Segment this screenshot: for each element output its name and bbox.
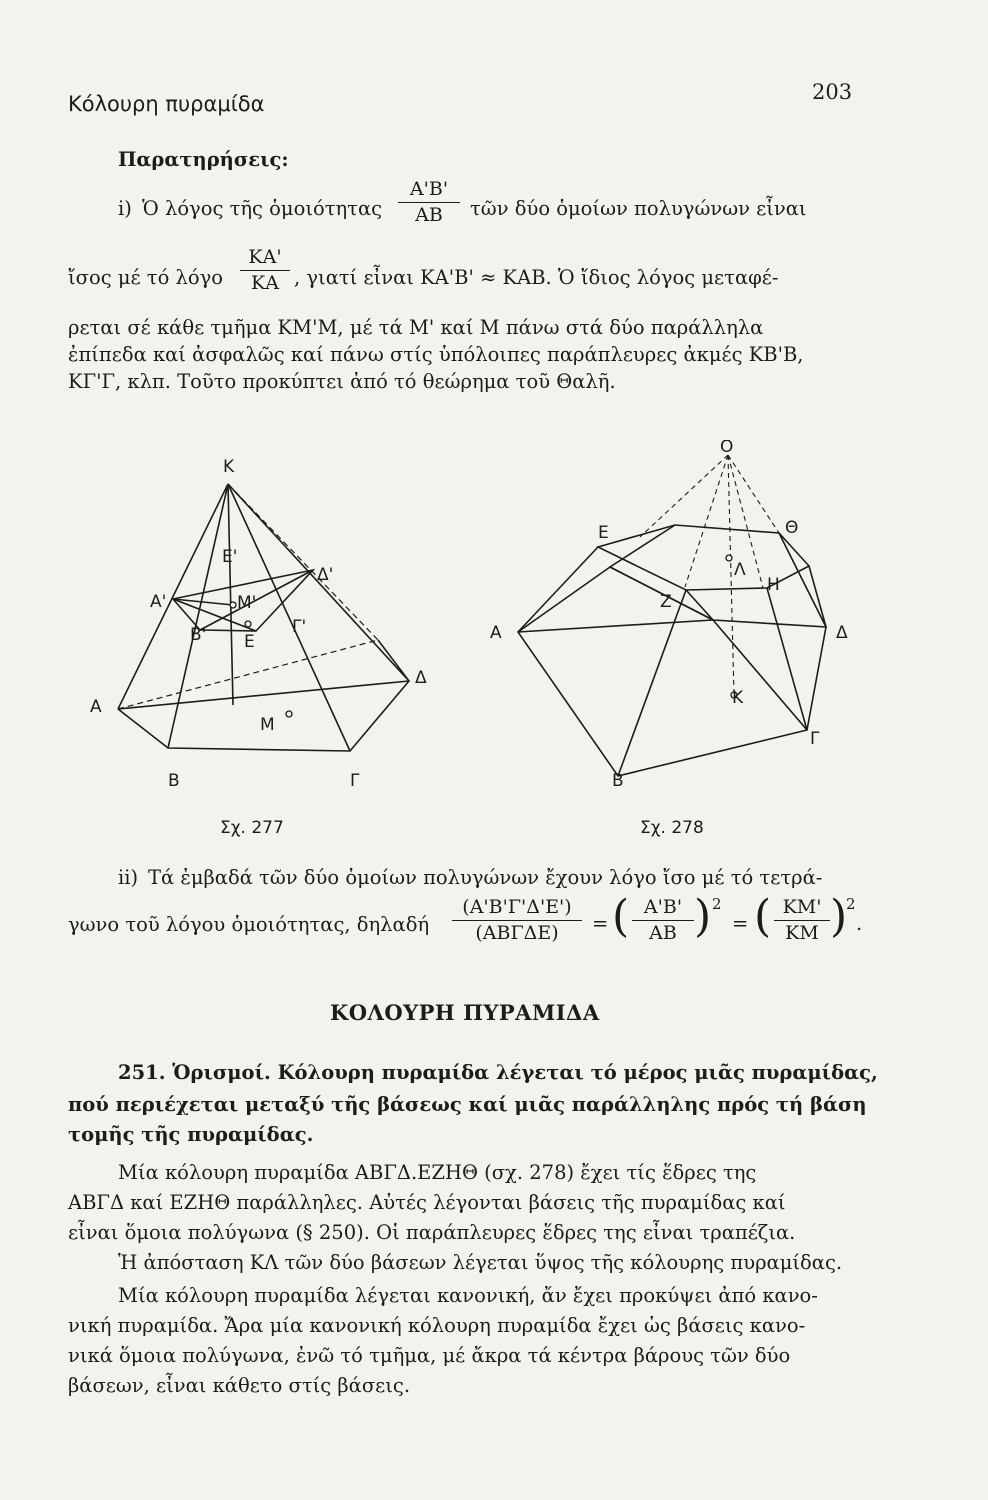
- eq-sign-2: =: [732, 912, 749, 935]
- body-line-3: εἶναι ὅμοια πολύγωνα (§ 250). Οἱ παράπλευρες ἕδρες της εἶναι τραπέζια.: [68, 1221, 796, 1244]
- item-i-line-1a: Ὁ λόγος τῆς ὁμοιότητας: [142, 197, 383, 220]
- label-d-prime: Δ': [317, 565, 334, 585]
- label-e: Ε: [598, 523, 609, 543]
- ka-fraction: [240, 248, 290, 293]
- ratio-fraction: [398, 180, 460, 225]
- page-number: 203: [812, 80, 853, 104]
- ab2-numerator: Α'Β': [632, 898, 694, 921]
- label-o: Ο: [720, 440, 734, 457]
- label-k: Κ: [732, 688, 744, 708]
- label-e: Ε: [244, 632, 255, 652]
- label-a-prime: Α': [150, 592, 167, 612]
- km2-fraction: [774, 898, 830, 943]
- label-g-prime: Γ': [292, 617, 307, 637]
- label-d: Δ: [836, 623, 848, 643]
- body-line-5: Μία κόλουρη πυραμίδα λέγεται κανονική, ἄν ἔχει προκύψει ἀπό κανο-: [118, 1284, 818, 1307]
- ab2-denominator: ΑΒ: [649, 922, 677, 944]
- km2-numerator: ΚΜ': [774, 898, 830, 921]
- paren-right-2: ): [830, 891, 848, 942]
- label-k: Κ: [223, 457, 235, 477]
- item-ii-line-1: Τά ἐμβαδά τῶν δύο ὁμοίων πολυγώνων ἔχουν λόγο ἴσο μέ τό τετρά-: [148, 866, 823, 889]
- ratio-numerator: Α'Β': [398, 180, 460, 203]
- caption-277: Σχ. 277: [220, 818, 284, 838]
- eq-sign-1: =: [592, 912, 609, 935]
- item-i-line-2a: ἴσος μέ τό λόγο: [68, 266, 224, 289]
- area-denominator: (ΑΒΓΔΕ): [475, 922, 559, 944]
- final-period: .: [856, 912, 863, 935]
- label-m-prime: Μ': [237, 593, 257, 613]
- km2-denominator: ΚΜ: [785, 922, 819, 944]
- label-m: Μ: [260, 715, 275, 735]
- exponent-2: 2: [846, 895, 856, 913]
- label-g: Γ: [350, 771, 360, 791]
- definition-line-2: πού περιέχεται μεταξύ τῆς βάσεως καί μιᾶς παράλληλης πρός τή βάση: [68, 1093, 867, 1116]
- figure-278: [480, 440, 880, 820]
- ka-denominator: ΚΑ: [251, 272, 279, 294]
- body-line-7: νικά ὅμοια πολύγωνα, ἐνῶ τό τμῆμα, μέ ἄκρα τά κέντρα βάρους τῶν δύο: [68, 1344, 791, 1367]
- label-l: Λ: [734, 560, 746, 580]
- body-line-1: Μία κόλουρη πυραμίδα ΑΒΓΔ.ΕΖΗΘ (σχ. 278) ἔχει τίς ἕδρες της: [118, 1161, 757, 1184]
- label-th: Θ: [785, 518, 799, 538]
- caption-278: Σχ. 278: [640, 818, 704, 838]
- exponent-1: 2: [712, 895, 722, 913]
- label-a: Α: [490, 623, 502, 643]
- body-line-4: Ἡ ἀπόσταση ΚΛ τῶν δύο βάσεων λέγεται ὕψος τῆς κόλουρης πυραμίδας.: [118, 1251, 843, 1274]
- label-e-prime: Ε': [222, 547, 238, 567]
- running-title: Κόλουρη πυραμίδα: [68, 92, 265, 116]
- area-fraction: [452, 898, 582, 943]
- ka-numerator: ΚΑ': [240, 248, 290, 271]
- body-line-8: βάσεων, εἶναι κάθετο στίς βάσεις.: [68, 1374, 411, 1397]
- item-i-line-5: ΚΓ'Γ, κλπ. Τοῦτο προκύπτει ἀπό τό θεώρημα τοῦ Θαλῆ.: [68, 370, 616, 393]
- ratio-denominator: ΑΒ: [415, 204, 443, 226]
- body-line-2: ΑΒΓΔ καί ΕΖΗΘ παράλληλες. Αὐτές λέγονται βάσεις τῆς πυραμίδας καί: [68, 1191, 786, 1214]
- area-numerator: (Α'Β'Γ'Δ'Ε'): [452, 898, 582, 921]
- label-d: Δ: [415, 668, 427, 688]
- item-ii-line-2: γωνο τοῦ λόγου ὁμοιότητας, δηλαδή: [68, 913, 430, 936]
- item-i-line-1b: τῶν δύο ὁμοίων πολυγώνων εἶναι: [470, 197, 807, 220]
- section-heading: ΚΟΛΟΥΡΗ ΠΥΡΑΜΙΔΑ: [330, 1000, 600, 1025]
- figure-277: [70, 450, 470, 820]
- definition-line-1: 251. Ὁρισμοί. Κόλουρη πυραμίδα λέγεται τό μέρος μιᾶς πυραμίδας,: [118, 1061, 878, 1084]
- label-a: Α: [90, 697, 102, 717]
- apex-median: [228, 484, 233, 705]
- item-i-line-2b: , γιατί εἶναι ΚΑ'Β' ≈ ΚΑΒ. Ὁ ἴδιος λόγος μεταφέ-: [294, 266, 779, 289]
- label-h: Η: [767, 575, 780, 595]
- remarks-heading: Παρατηρήσεις:: [118, 148, 289, 171]
- label-g: Γ: [810, 729, 820, 749]
- label-b: Β: [612, 771, 624, 791]
- paren-right-1: ): [694, 891, 712, 942]
- item-i-line-4: ἐπίπεδα καί ἀσφαλῶς καί πάνω στίς ὑπόλοιπες παράπλευρες ἀκμές ΚΒ'Β,: [68, 343, 804, 366]
- paren-left-2: (: [754, 891, 772, 942]
- item-i-line-3: ρεται σέ κάθε τμῆμα ΚΜ'Μ, μέ τά Μ' καί Μ πάνω στά δύο παράλληλα: [68, 316, 764, 339]
- item-i-label: i): [118, 197, 132, 220]
- definition-line-3: τομῆς τῆς πυραμίδας.: [68, 1123, 314, 1146]
- label-z: Ζ: [660, 592, 672, 612]
- ab2-fraction: [632, 898, 694, 943]
- body-line-6: νική πυραμίδα. Ἄρα μία κανονική κόλουρη πυραμίδα ἔχει ὡς βάσεις κανο-: [68, 1314, 806, 1337]
- paren-left-1: (: [612, 891, 630, 942]
- label-b-prime: Β': [190, 625, 207, 645]
- label-b: Β: [168, 771, 180, 791]
- item-ii-label: ii): [118, 866, 139, 889]
